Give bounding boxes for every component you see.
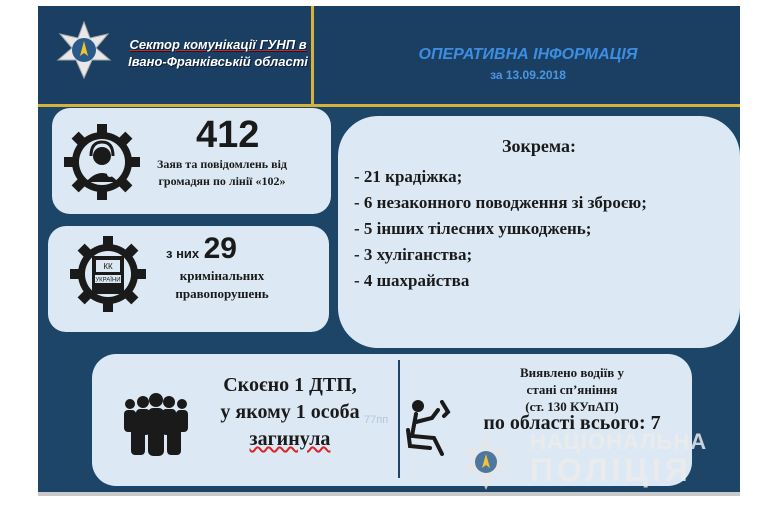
list-item: - 4 шахрайства [354, 271, 470, 290]
crimes-prefix: з них [166, 246, 200, 261]
crimes-count: 29 [203, 232, 237, 265]
book-label-kk: КК [103, 262, 113, 271]
drunk-driver-icon [404, 396, 456, 458]
details-list [354, 164, 734, 294]
drivers-line-2: стані сп’яніння [526, 382, 618, 397]
list-item: - 3 хуліганства; [354, 245, 473, 264]
details-heading: Зокрема: [501, 136, 576, 156]
drunk-drivers-text [472, 364, 672, 432]
page-title: ОПЕРАТИВНА ІНФОРМАЦІЯ [418, 46, 638, 63]
traffic-line-2: у якому 1 особа [220, 401, 360, 423]
header-band [38, 6, 740, 104]
sector-title [118, 36, 318, 70]
police-badge-icon [54, 20, 114, 80]
report-date: за 13.09.2018 [490, 68, 566, 82]
header-divider [311, 6, 314, 104]
list-item: - 5 інших тілесних ушкоджень; [354, 219, 592, 238]
drivers-line-3: (ст. 130 КУпАП) [525, 399, 619, 414]
list-item: - 6 незаконного поводження зі зброєю; [354, 193, 647, 212]
crimes-card [48, 226, 329, 332]
watermark-line-2: ПОЛІЦІЯ [530, 452, 692, 488]
crimes-headline [166, 232, 237, 266]
gold-separator [38, 104, 740, 107]
list-item: - 21 крадіжка; [354, 167, 463, 186]
book-label-ukraine: УКРАЇНИ [95, 277, 121, 284]
police-watermark-icon [456, 432, 516, 492]
sector-line-1: Сектор комунікації ГУНП в [129, 37, 307, 52]
criminal-code-gear-icon [68, 234, 148, 314]
traffic-line-3: загинула [249, 428, 331, 450]
police-watermark [530, 428, 708, 488]
drivers-line-4: по області всього: 7 [483, 412, 661, 434]
card-divider [398, 360, 400, 478]
calls-card [52, 108, 331, 214]
calls-count: 412 [196, 114, 260, 156]
operator-gear-icon [62, 122, 142, 202]
details-card [338, 116, 740, 348]
traffic-accident-text [200, 372, 380, 453]
watermark-line-1: НАЦІОНАЛЬНА [530, 429, 708, 454]
calls-description: Заяв та повідомлень від громадян по лінії «102» [157, 157, 287, 188]
crimes-description: кримінальних правопорушень [175, 268, 269, 301]
stray-text: 77пп [364, 414, 389, 426]
traffic-line-1: Скоєно 1 ДТП, [223, 374, 357, 396]
drivers-line-1: Виявлено водіїв у [520, 365, 624, 380]
sector-line-2: Івано-Франківській області [128, 54, 308, 69]
crowd-icon [118, 392, 194, 456]
